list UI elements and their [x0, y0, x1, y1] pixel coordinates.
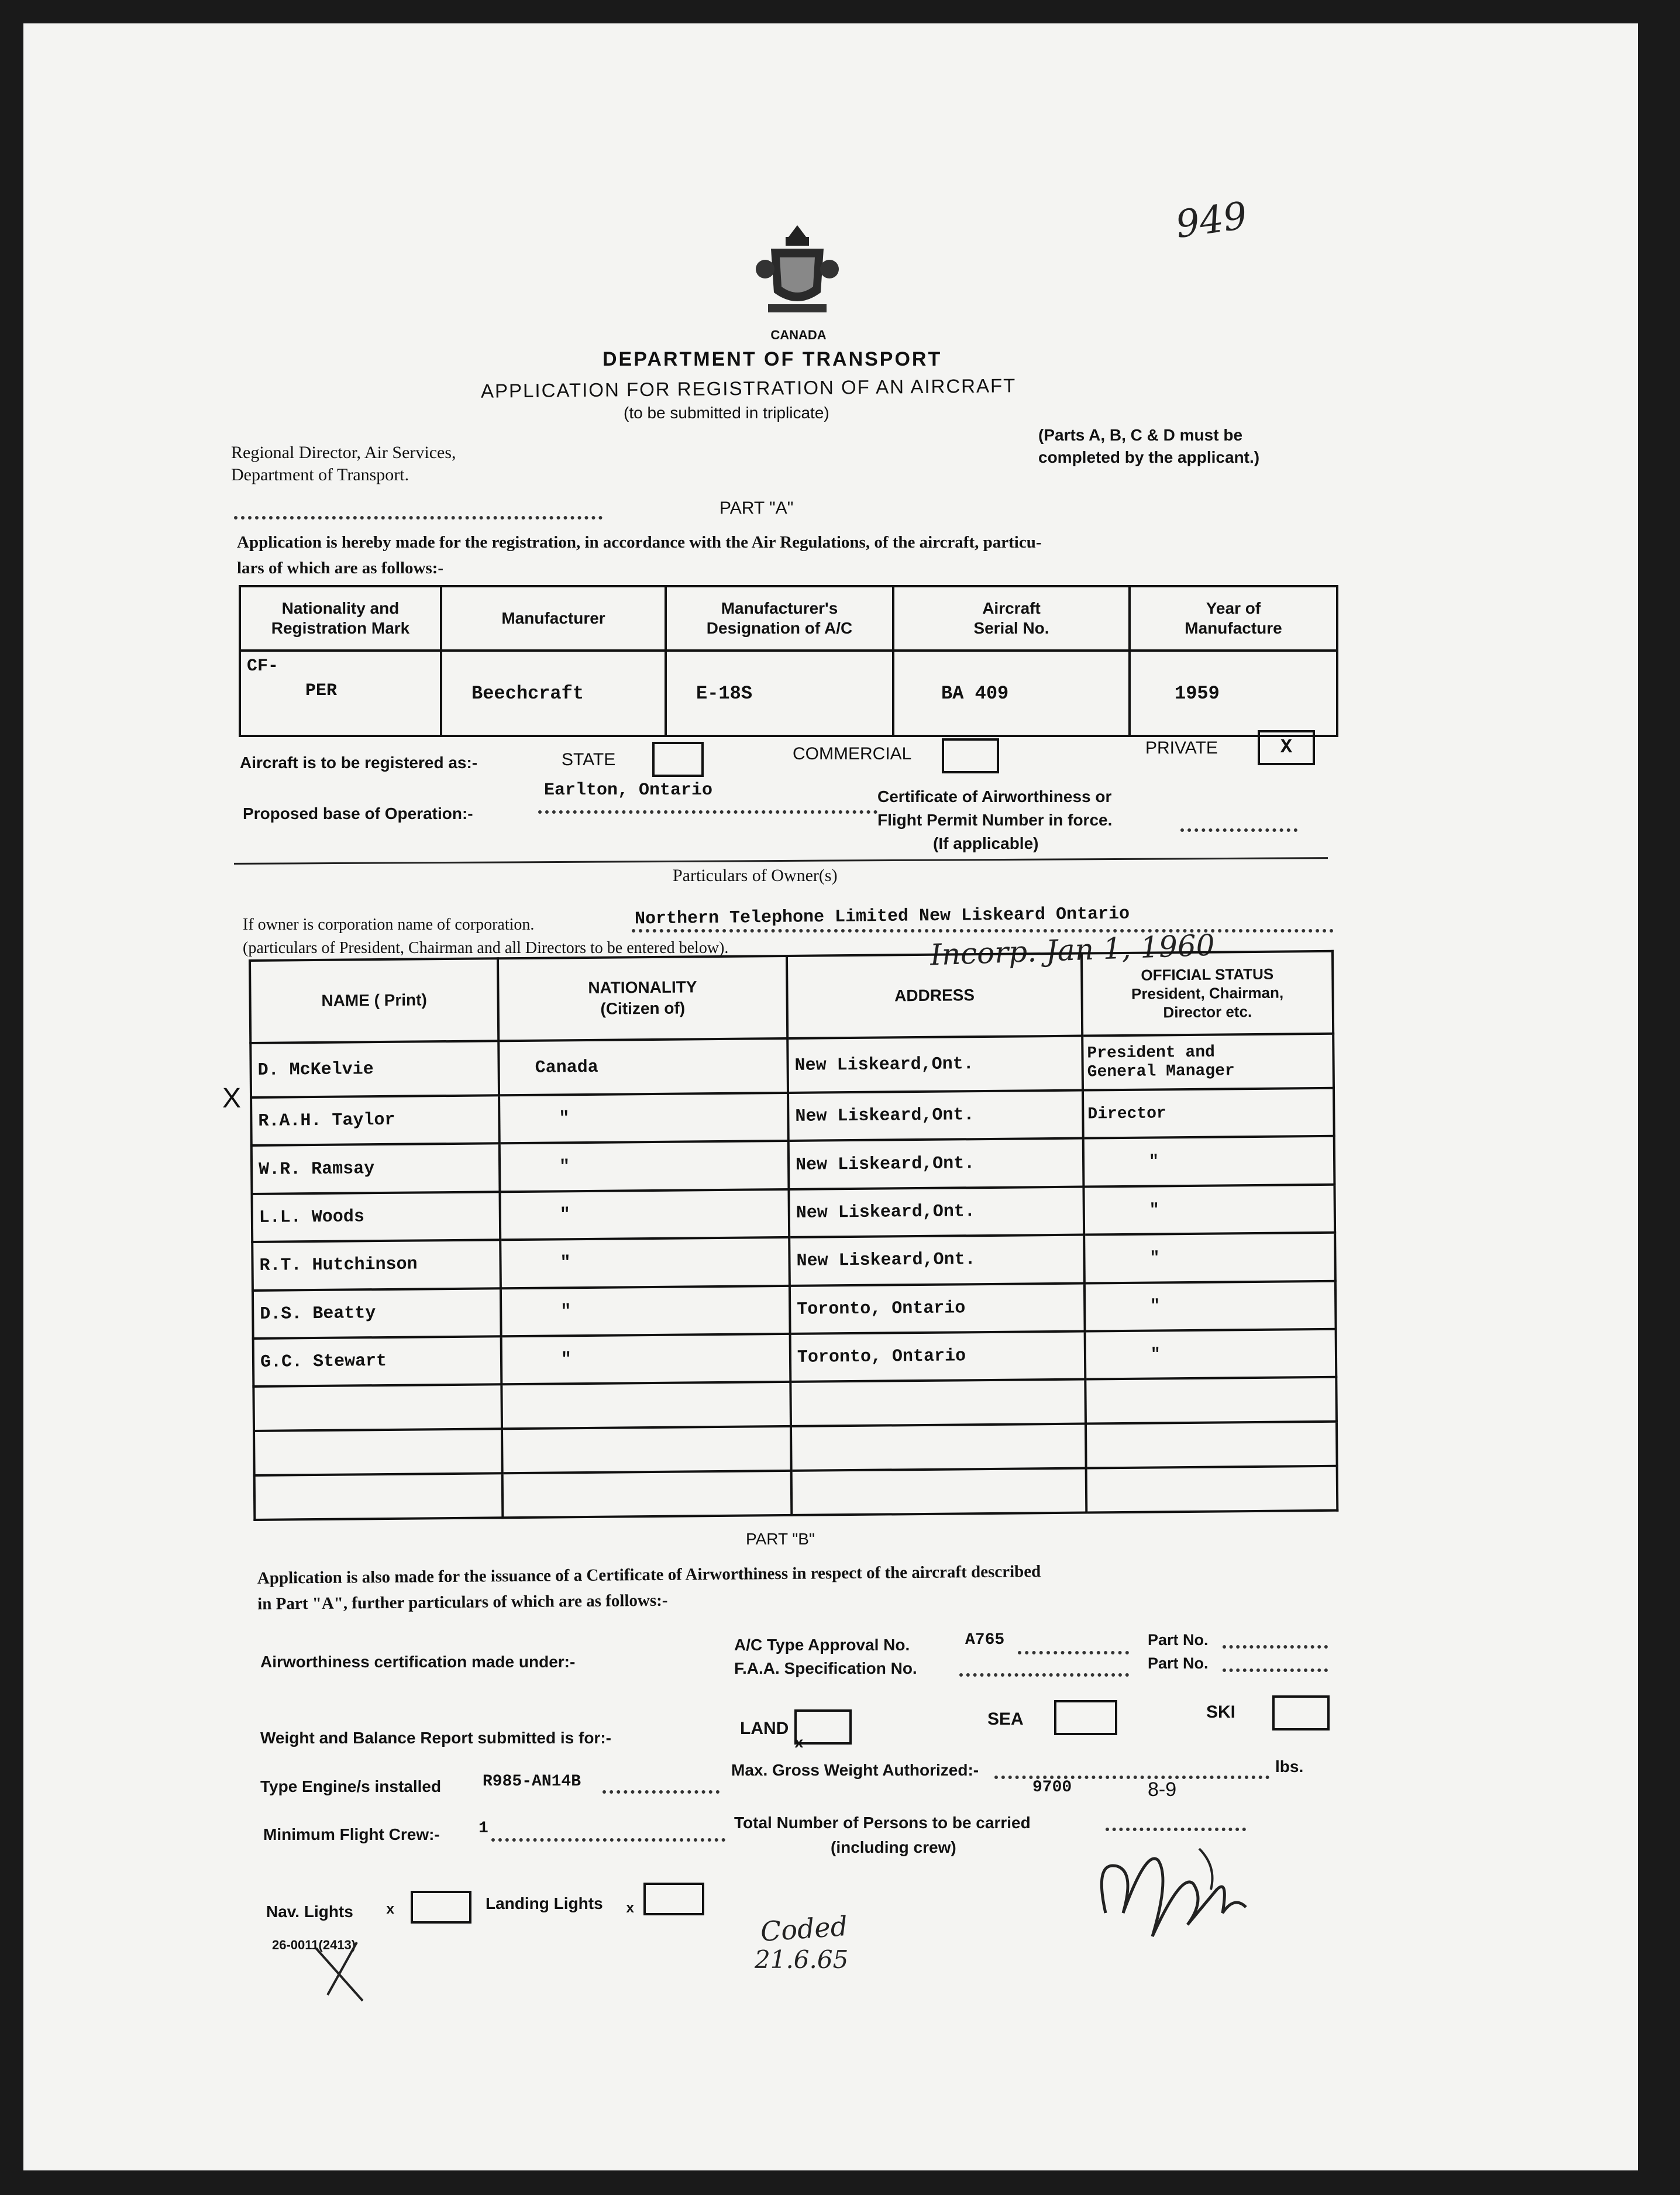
owner-address: Toronto, Ontario: [790, 1283, 1085, 1334]
weight-balance-label: Weight and Balance Report submitted is for:-: [260, 1729, 611, 1747]
land-label: LAND: [740, 1719, 789, 1738]
registration-mark: PER: [305, 681, 338, 701]
owner-row: [253, 1329, 1337, 1387]
header-designation: Manufacturer's Designation of A/C: [666, 586, 893, 651]
owner-name: D. McKelvie: [250, 1041, 499, 1098]
engine-label: Type Engine/s installed: [260, 1777, 442, 1795]
owner-status: ": [1085, 1281, 1336, 1331]
type-approval-value: A765: [965, 1631, 1005, 1649]
part-b-intro-line1: Application is also made for the issuance of a Certificate of Airworthiness in respect of the aircraft described: [257, 1562, 1041, 1588]
form-subtitle: (to be submitted in triplicate): [624, 404, 829, 422]
addressee: [231, 442, 456, 486]
owner-nationality: ": [499, 1093, 789, 1144]
owner-nationality: ": [500, 1141, 789, 1192]
part-no-dots-2: [1223, 1668, 1328, 1672]
ski-label: SKI: [1206, 1702, 1236, 1722]
corner-mark: 949: [1173, 194, 1250, 247]
cell-manufacturer: Beechcraft: [441, 651, 666, 736]
owner-row: [250, 1034, 1334, 1098]
owner-row: [252, 1136, 1335, 1194]
part-b-intro-line2: in Part "A", further particulars of which are as follows:-: [257, 1591, 668, 1613]
persons-note: (including crew): [831, 1838, 956, 1856]
landing-lights-label: Landing Lights: [486, 1894, 603, 1912]
owner-address: New Liskeard,Ont.: [789, 1235, 1085, 1286]
owner-row: [252, 1185, 1335, 1243]
owner-name: W.R. Ramsay: [252, 1144, 500, 1194]
header-name: NAME ( Print): [250, 958, 498, 1043]
owner-address: Toronto, Ontario: [790, 1332, 1086, 1382]
owners-table-header: [250, 951, 1333, 1043]
part-no-label-2: Part No.: [1148, 1654, 1209, 1672]
owners-heading: Particulars of Owner(s): [673, 866, 838, 885]
owner-address: New Liskeard,Ont.: [789, 1138, 1084, 1189]
cert-dotted-line: [1180, 828, 1297, 832]
base-label: Proposed base of Operation:-: [243, 804, 473, 823]
part-a-intro-line2: lars of which are as follows:-: [237, 559, 444, 577]
crew-label: Minimum Flight Crew:-: [263, 1825, 440, 1843]
commercial-label: COMMERCIAL: [793, 744, 912, 763]
aircraft-table: [239, 585, 1338, 737]
nav-lights-checkbox[interactable]: [411, 1891, 471, 1924]
owner-nationality: Canada: [498, 1038, 788, 1096]
registered-as-label: Aircraft is to be registered as:-: [240, 754, 478, 772]
part-a-intro: [237, 529, 1042, 581]
owner-status: Director: [1083, 1088, 1334, 1138]
corp-note: (particulars of President, Chairman and all Directors to be entered below).: [243, 939, 729, 957]
department-title: DEPARTMENT OF TRANSPORT: [603, 348, 942, 370]
parts-note-line1: (Parts A, B, C & D must be: [1038, 426, 1243, 444]
persons-value: 8-9: [1148, 1778, 1177, 1801]
cell-designation: E-18S: [666, 651, 893, 736]
owner-status: ": [1084, 1233, 1335, 1283]
owner-row-empty: [254, 1466, 1338, 1520]
parts-note: [1038, 424, 1259, 469]
parts-note-line2: completed by the applicant.): [1038, 448, 1260, 466]
margin-x-mark: X: [222, 1083, 242, 1114]
document-sheet: [23, 23, 1638, 2170]
cell-serial: BA 409: [893, 651, 1130, 736]
engine-value: R985-AN14B: [483, 1773, 581, 1791]
cert-line1: Certificate of Airworthiness or: [877, 787, 1112, 806]
owner-name: R.T. Hutchinson: [252, 1240, 501, 1290]
crest-caption: CANADA: [770, 328, 827, 342]
owner-row: [252, 1233, 1335, 1291]
sea-checkbox[interactable]: [1054, 1700, 1117, 1735]
owner-nationality: ": [500, 1237, 790, 1288]
part-b-intro: [257, 1558, 1041, 1617]
state-label: STATE: [562, 750, 616, 769]
owner-nationality: ": [501, 1334, 791, 1385]
header-manufacturer: Manufacturer: [441, 586, 666, 651]
form-number: 26-0011(2413): [272, 1938, 356, 1952]
crew-dots: [491, 1838, 725, 1842]
owner-address: New Liskeard,Ont.: [789, 1186, 1084, 1237]
nav-lights-label: Nav. Lights: [266, 1902, 353, 1921]
header-serial: Aircraft Serial No.: [893, 586, 1130, 651]
private-label: PRIVATE: [1145, 738, 1218, 758]
cell-year: 1959: [1130, 651, 1337, 736]
private-checkbox[interactable]: X: [1258, 730, 1315, 765]
commercial-checkbox[interactable]: [942, 738, 999, 773]
owner-name: R.A.H. Taylor: [251, 1095, 500, 1145]
owner-row: [253, 1281, 1336, 1339]
type-approval-label: A/C Type Approval No.: [734, 1636, 910, 1654]
base-dotted-line: [538, 810, 877, 814]
canada-crest-icon: [753, 222, 841, 328]
cell-registration-mark: [240, 651, 441, 736]
owner-status: ": [1083, 1185, 1335, 1235]
owner-nationality: ": [500, 1189, 789, 1240]
part-no-dots-1: [1223, 1645, 1328, 1649]
type-approval-dots: [1018, 1651, 1129, 1654]
faa-label: F.A.A. Specification No.: [734, 1659, 917, 1677]
owner-status: ": [1085, 1329, 1337, 1379]
ski-checkbox[interactable]: [1272, 1695, 1330, 1730]
header-nationality: Nationality and Registration Mark: [240, 586, 441, 651]
date-handwritten: 21.6.65: [755, 1945, 849, 1974]
owner-name: L.L. Woods: [252, 1192, 500, 1242]
owner-name: G.C. Stewart: [253, 1336, 502, 1387]
owner-address: New Liskeard,Ont.: [788, 1090, 1083, 1141]
owner-status: ": [1083, 1136, 1335, 1186]
gross-weight-value: 9700: [1032, 1778, 1072, 1797]
coded-handwritten: Coded: [759, 1910, 849, 1948]
persons-label: Total Number of Persons to be carried: [734, 1814, 1031, 1832]
corp-value: Northern Telephone Limited New Liskeard Ontario: [634, 904, 1130, 930]
aircraft-table-header: [240, 586, 1337, 651]
form-title: APPLICATION FOR REGISTRATION OF AN AIRCRAFT: [480, 374, 1017, 402]
cert-line2: Flight Permit Number in force.: [877, 811, 1113, 829]
corp-label: If owner is corporation name of corporation.: [243, 916, 535, 934]
gross-weight-unit: lbs.: [1275, 1757, 1304, 1776]
owners-divider: [234, 857, 1328, 865]
cert-in-force: [877, 785, 1112, 855]
cert-under-label: Airworthiness certification made under:-: [260, 1653, 576, 1671]
addressee-line2: Department of Transport.: [231, 465, 409, 484]
nav-lights-mark: x: [386, 1902, 395, 1918]
corp-dotted-line: [632, 929, 1334, 933]
owner-name: D.S. Beatty: [253, 1288, 501, 1339]
part-no-label-1: Part No.: [1148, 1631, 1209, 1649]
header-address: ADDRESS: [787, 954, 1082, 1038]
signature-icon: [1082, 1825, 1258, 1954]
owner-address: New Liskeard,Ont.: [787, 1035, 1083, 1093]
landing-lights-checkbox[interactable]: [643, 1883, 704, 1915]
owners-table: [249, 950, 1338, 1521]
engine-dots: [603, 1790, 719, 1794]
owner-status: President and General Manager: [1082, 1034, 1334, 1090]
aircraft-table-row: [240, 651, 1337, 736]
state-checkbox[interactable]: [652, 742, 704, 777]
header-year: Year of Manufacture: [1130, 586, 1337, 651]
registration-prefix: CF-: [247, 656, 279, 676]
part-b-heading: PART "B": [746, 1530, 815, 1548]
landing-lights-mark: x: [626, 1901, 635, 1917]
crew-value: 1: [478, 1819, 488, 1838]
corp-handwritten-note: Incorp. Jan 1, 1960: [929, 928, 1216, 972]
margin-cross-mark-icon: [304, 1936, 374, 2007]
faa-dots: [959, 1673, 1129, 1677]
part-a-intro-line1: Application is hereby made for the registration, in accordance with the Air Regulations, of the aircraft, particu-: [237, 533, 1042, 552]
header-status: OFFICIAL STATUS President, Chairman, Director etc.: [1082, 951, 1333, 1036]
header-owner-nationality: NATIONALITY (Citizen of): [498, 956, 787, 1041]
gross-weight-label: Max. Gross Weight Authorized:-: [731, 1761, 979, 1779]
addressee-line1: Regional Director, Air Services,: [231, 443, 456, 462]
base-value: Earlton, Ontario: [544, 780, 713, 800]
part-a-heading: PART "A": [719, 498, 794, 518]
cert-line3: (If applicable): [933, 834, 1039, 852]
owner-nationality: ": [501, 1286, 790, 1337]
reference-dotted-line: [234, 516, 603, 519]
sea-label: SEA: [987, 1709, 1024, 1729]
owner-row: [251, 1088, 1334, 1146]
land-mark: x: [794, 1735, 804, 1752]
